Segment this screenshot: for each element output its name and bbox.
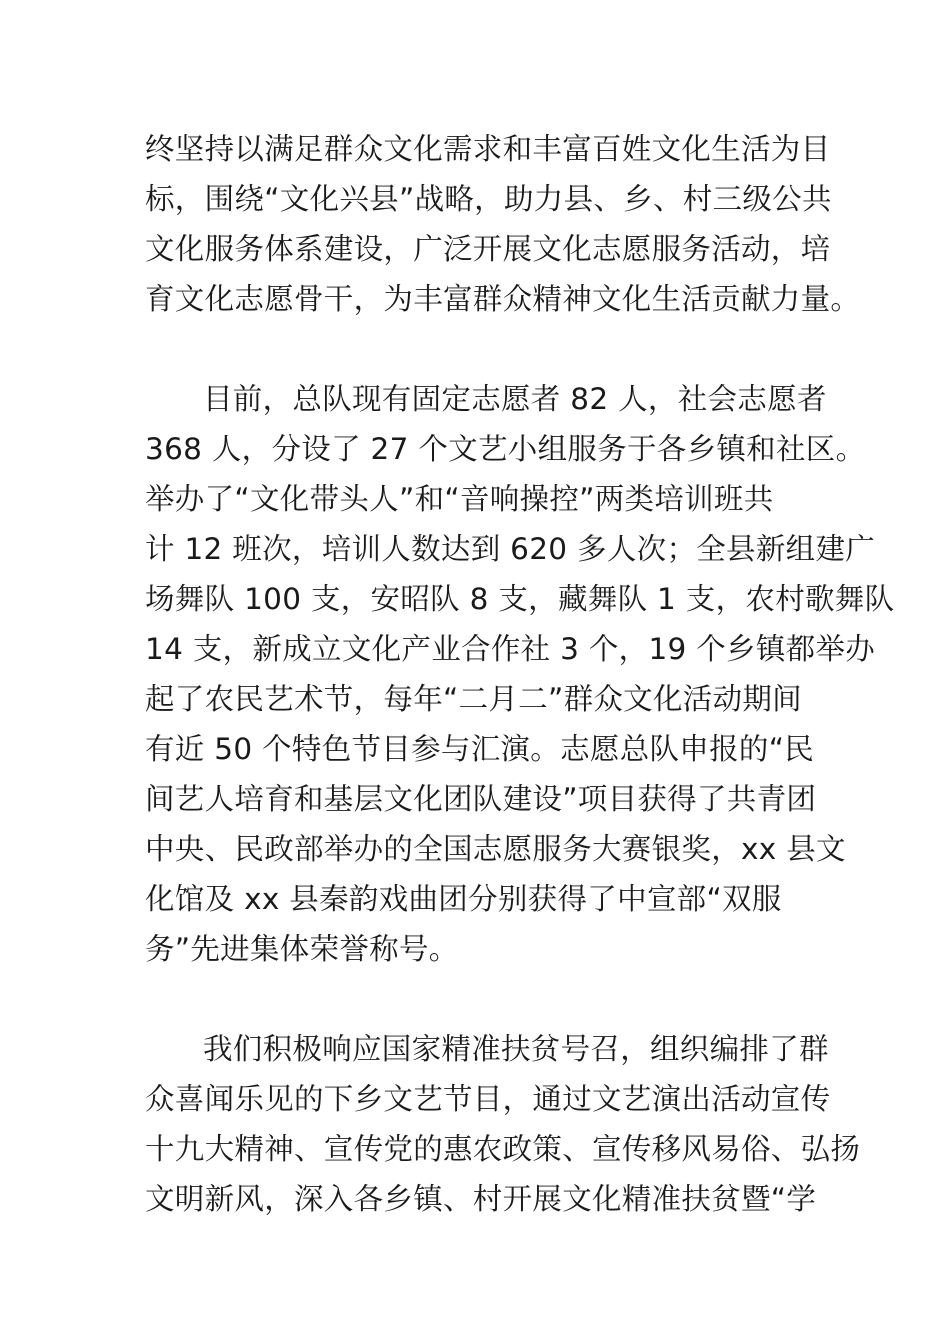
paragraph-line: 育文化志愿骨干，为丰富群众精神文化生活贡献力量。 xyxy=(145,282,861,316)
paragraph-line: 文化服务体系建设，广泛开展文化志愿服务活动，培 xyxy=(145,232,831,266)
paragraph-line: 间艺人培育和基层文化团队建设”项目获得了共青团 xyxy=(145,782,817,816)
paragraph-line: 有近 50 个特色节目参与汇演。志愿总队申报的“民 xyxy=(145,732,815,766)
paragraph-line: 我们积极响应国家精准扶贫号召，组织编排了群 xyxy=(203,1032,829,1066)
paragraph-line: 目前，总队现有固定志愿者 82 人，社会志愿者 xyxy=(203,382,827,416)
paragraph-line: 十九大精神、宣传党的惠农政策、宣传移风易俗、弘扬 xyxy=(145,1132,861,1166)
paragraph-line: 14 支，新成立文化产业合作社 3 个，19 个乡镇都举办 xyxy=(145,632,876,666)
paragraph-line: 举办了“文化带头人”和“音响操控”两类培训班共 xyxy=(145,482,774,516)
paragraph-line: 场舞队 100 支，安昭队 8 支，藏舞队 1 支，农村歌舞队 xyxy=(145,582,895,616)
paragraph-line: 终坚持以满足群众文化需求和丰富百姓文化生活为目 xyxy=(145,132,831,166)
paragraph-line: 文明新风，深入各乡镇、村开展文化精准扶贫暨“学 xyxy=(145,1182,817,1216)
paragraph-line: 标，围绕“文化兴县”战略，助力县、乡、村三级公共 xyxy=(145,182,832,216)
paragraph-line: 起了农民艺术节，每年“二月二”群众文化活动期间 xyxy=(145,682,802,716)
paragraph-line: 中央、民政部举办的全国志愿服务大赛银奖，xx 县文 xyxy=(145,832,846,866)
paragraph-line: 计 12 班次，培训人数达到 620 多人次；全县新组建广 xyxy=(145,532,876,566)
paragraph-line: 务”先进集体荣誉称号。 xyxy=(145,932,459,966)
paragraph-line: 368 人，分设了 27 个文艺小组服务于各乡镇和社区。 xyxy=(145,432,866,466)
paragraph-line: 众喜闻乐见的下乡文艺节目，通过文艺演出活动宣传 xyxy=(145,1082,831,1116)
paragraph-line: 化馆及 xx 县秦韵戏曲团分别获得了中宣部“双服 xyxy=(145,882,782,916)
